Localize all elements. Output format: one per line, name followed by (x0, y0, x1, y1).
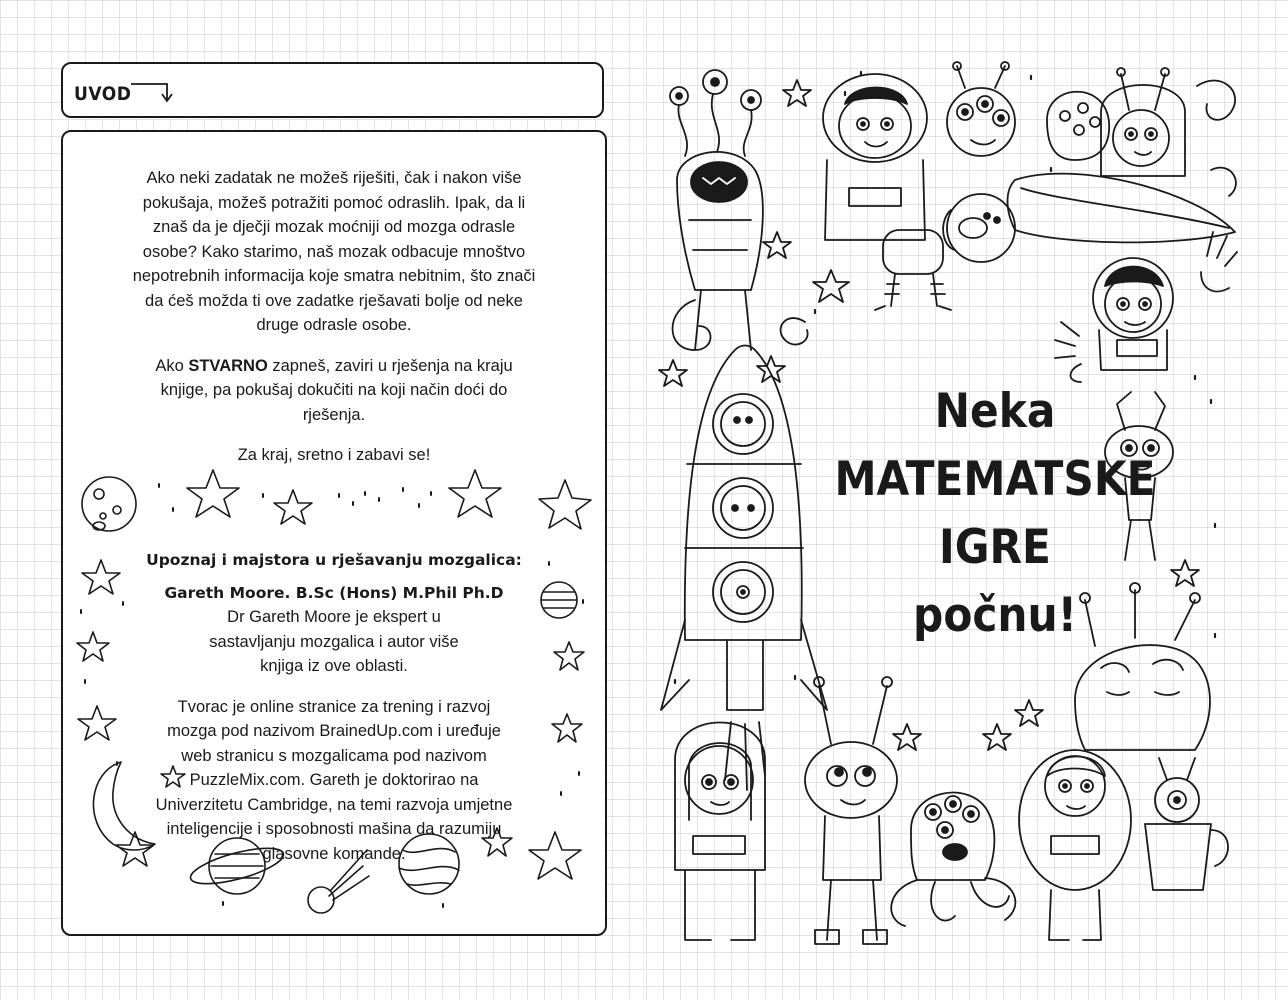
headline-line-2: MATEMATSKE (834, 452, 1156, 507)
author-name: Gareth Moore. B.Sc (Hons) M.Phil Ph.D (164, 583, 504, 602)
astronaut-boy (823, 74, 927, 240)
star-icon (274, 490, 312, 524)
headline-line-1: Neka (934, 384, 1056, 439)
page-gutter (643, 0, 644, 1000)
arrow-down-right-icon (129, 78, 177, 104)
section-header (61, 62, 604, 118)
alien-character (1047, 92, 1109, 160)
robot-character (875, 230, 951, 310)
star-icon (539, 480, 591, 529)
ufo-icon (1008, 174, 1236, 243)
alien-character (805, 677, 897, 944)
author-info (63, 548, 605, 866)
astronaut-boy (1093, 258, 1173, 370)
alien-character (677, 152, 763, 350)
headline-line-3: IGRE (939, 520, 1051, 575)
author-bio-2: Tvorac je online stranice za trening i razvoj mozga pod nazivom BrainedUp.com i uređuje web stranicu s mozgalicama pod nazivom PuzzleMix.com. Gareth je doktorirao na Univerzitetu Cambridge, na temi razvoja umjetne inteligencije i sposobnosti mašina da razumiju glasovne komande. (155, 697, 513, 863)
intro-paragraph-1: Ako neki zadatak ne možeš riješiti, čak i nakon više pokušaja, možeš potražiti pomoć odraslih. Ipak, da li znaš da je dječji mozak moćniji od mozga odrasle osobe? Kako starimo, naš mozak odbacuje mnoštvo nepotrebnih informacija koje smatra nebitnim, što znači da ćeš možda ti ove zadatke rješavati bolje od neke druge odrasle osobe. (132, 169, 536, 334)
alien-character (891, 793, 1015, 926)
intro-paragraph-2 (63, 354, 605, 428)
alien-character (1101, 68, 1185, 176)
moon-icon (82, 477, 136, 531)
headline-line-4: počnu! (913, 588, 1077, 643)
section-title: UVOD (74, 83, 132, 105)
astronaut-girl (675, 723, 765, 941)
intro-paragraph-2-end: zapneš, zaviri u rješenja na kraju knjige, pa pokušaj dokučiti na koji način doći do rješenja. (160, 356, 513, 424)
author-heading: Upoznaj i majstora u rješavanju mozgalica: (146, 551, 522, 569)
intro-text (63, 166, 605, 484)
astronaut-girl (1019, 750, 1131, 940)
dog-astronaut (943, 194, 1015, 262)
intro-panel (61, 130, 607, 936)
alien-character (1145, 758, 1228, 890)
intro-paragraph-2-start: Ako (155, 356, 189, 375)
alien-character (947, 62, 1015, 156)
emphasis-word: STVARNO (188, 356, 268, 375)
author-bio-1: Dr Gareth Moore je ekspert u sastavljanju mozgalica i autor više knjiga iz ove oblasti. (209, 608, 459, 675)
intro-paragraph-3: Za kraj, sretno i zabavi se! (237, 446, 431, 464)
page-headline (790, 378, 1200, 650)
